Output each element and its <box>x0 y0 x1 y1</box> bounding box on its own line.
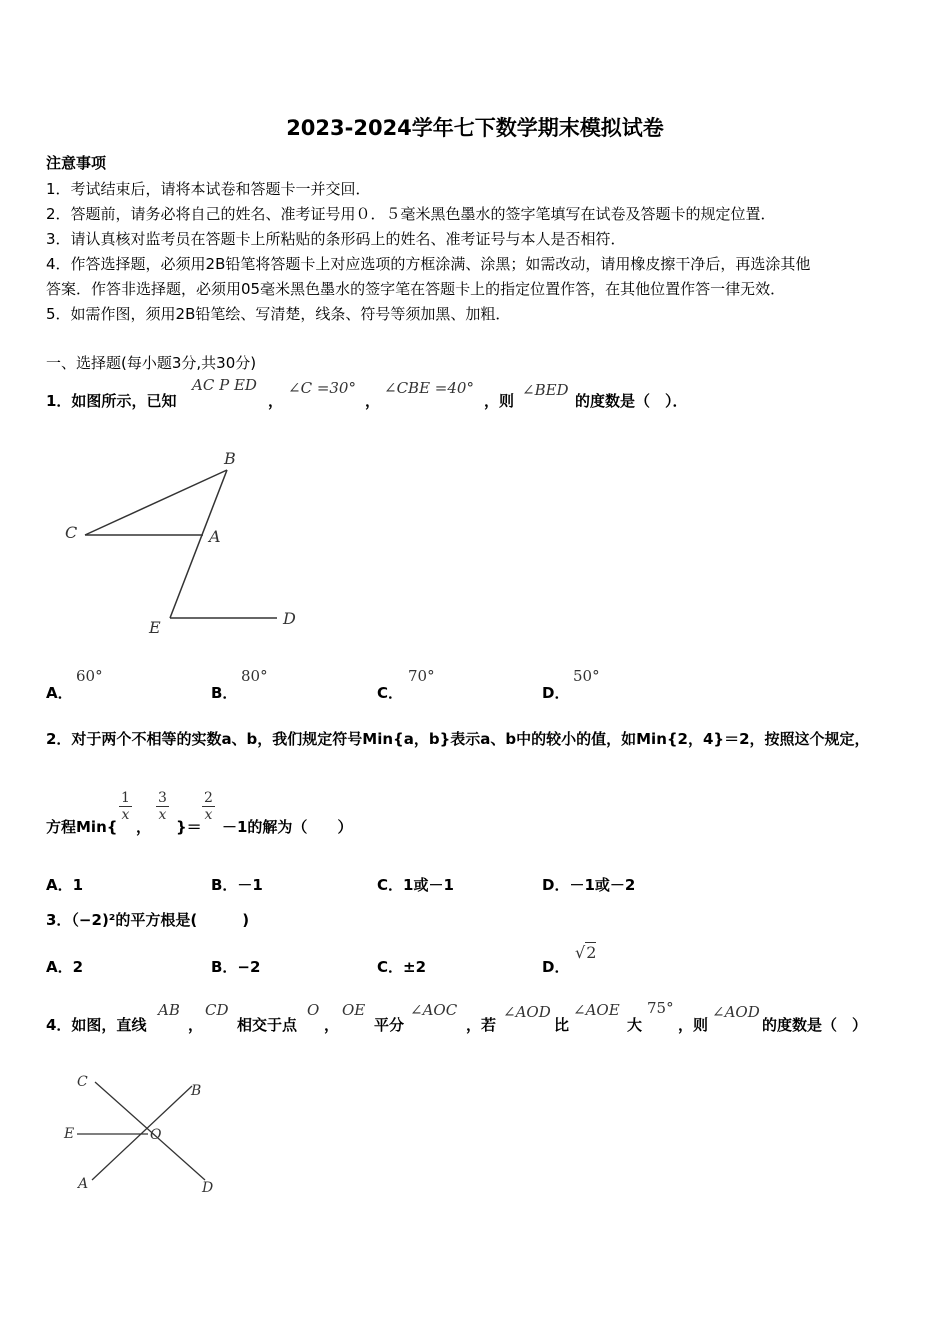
q4-text: ，则 <box>678 1016 709 1034</box>
label-e: E <box>64 1126 75 1142</box>
q2-frac2-num: 3 <box>158 790 167 806</box>
q1-option-a-letter: A． <box>46 684 73 702</box>
q2-eq-prefix: 方程Min{ <box>46 818 118 836</box>
q2-eq-mid: }＝ <box>176 818 202 836</box>
q4-math-aod-2: ∠AOD <box>712 1003 760 1021</box>
note-item: 5．如需作图，须用2B铅笔绘、写清楚，线条、符号等须加黑、加粗． <box>46 305 511 323</box>
q4-text: 相交于点 <box>237 1016 298 1034</box>
q1-math-angle-bed: ∠BED <box>522 381 569 399</box>
q2-fraction-3 <box>202 790 215 823</box>
q1-option-c-letter: C． <box>377 684 404 702</box>
q4-text: ，若 <box>466 1016 497 1034</box>
q1-option-c-value: 70° <box>408 667 435 685</box>
q4-math-75: 75° <box>647 999 674 1017</box>
q2-stem: 2．对于两个不相等的实数a、b，我们规定符号Min{a，b}表示a、b中的较小的值，如Min{2，4}＝2，按照这个规定， <box>46 730 870 748</box>
q2-frac1-num: 1 <box>121 790 130 806</box>
q2-option-d: D．－1或－2 <box>542 876 636 894</box>
note-item: 答案．作答非选择题，必须用05毫米黑色墨水的签字笔在答题卡上的指定位置作答，在其他位置作答一律无效． <box>46 280 786 298</box>
note-item: 1．考试结束后，请将本试卷和答题卡一并交回． <box>46 180 371 198</box>
q2-fraction-2 <box>156 790 169 823</box>
q2-frac1-den: x <box>119 806 132 823</box>
q2-option-a: A．1 <box>46 876 84 894</box>
q4-math-ab: AB <box>158 1001 180 1019</box>
note-item: 3．请认真核对监考员在答题卡上所粘贴的条形码上的姓名、准考证号与本人是否相符． <box>46 230 626 248</box>
q1-option-a-value: 60° <box>76 667 103 685</box>
q2-fraction-1 <box>119 790 132 823</box>
q4-math-aoe: ∠AOE <box>573 1001 620 1019</box>
q2-option-b: B．－1 <box>211 876 263 894</box>
q1-sep: ， <box>365 392 381 410</box>
q3-option-d: D． <box>542 958 570 976</box>
q3-option-d-sqrt <box>575 943 596 962</box>
q1-sep: ， <box>268 392 284 410</box>
label-d: D <box>283 609 296 628</box>
q1-figure <box>55 440 315 650</box>
q1-sep: ，则 <box>484 392 515 410</box>
q4-text: 大 <box>627 1016 643 1034</box>
q1-option-d-letter: D． <box>542 684 570 702</box>
q3-option-d-radicand: 2 <box>586 943 597 962</box>
q3-option-c: C．±2 <box>377 958 427 976</box>
q4-math-oe: OE <box>342 1001 366 1019</box>
label-a: A <box>209 527 221 546</box>
notes-heading: 注意事项 <box>46 154 107 172</box>
q4-figure <box>55 1068 235 1203</box>
q4-sep: ， <box>188 1016 204 1034</box>
q1-option-d-value: 50° <box>573 667 600 685</box>
q1-option-b-letter: B． <box>211 684 238 702</box>
page-title: 2023-2024学年七下数学期末模拟试卷 <box>286 116 664 140</box>
q4-text: 平分 <box>374 1016 405 1034</box>
q4-text: 比 <box>554 1016 570 1034</box>
label-c: C <box>77 1074 88 1090</box>
q1-math-angle-c: ∠C =30° <box>288 379 356 397</box>
section-heading: 一、选择题(每小题3分,共30分) <box>46 354 257 372</box>
q3-stem: 3．（−2)²的平方根是( ) <box>46 911 250 929</box>
label-e: E <box>149 618 161 637</box>
q2-eq-suffix: －1的解为（ ） <box>222 818 353 836</box>
note-item: 4．作答选择题，必须用2B铅笔将答题卡上对应选项的方框涂满、涂黑；如需改动，请用橡皮擦干净后，再选涂其他 <box>46 255 811 273</box>
q1-suffix: 的度数是（ ）． <box>575 392 688 410</box>
q3-option-a: A．2 <box>46 958 84 976</box>
q2-frac3-num: 2 <box>204 790 213 806</box>
q4-math-o: O <box>307 1001 320 1019</box>
q1-prefix: 1．如图所示，已知 <box>46 392 177 410</box>
q4-suffix: 的度数是（ ） <box>762 1016 868 1034</box>
q4-sep: ， <box>324 1016 340 1034</box>
note-item: 2．答题前，请务必将自己的姓名、准考证号用０．５毫米黑色墨水的签字笔填写在试卷及答题卡的规定位置． <box>46 205 776 223</box>
label-a: A <box>78 1176 89 1192</box>
label-o: O <box>150 1127 162 1143</box>
q1-option-b-value: 80° <box>241 667 268 685</box>
q3-option-b: B．−2 <box>211 958 261 976</box>
q2-frac2-den: x <box>156 806 169 823</box>
label-b: B <box>224 449 236 468</box>
sqrt-symbol: √ <box>575 943 586 962</box>
q4-math-cd: CD <box>205 1001 229 1019</box>
label-b: B <box>191 1083 202 1099</box>
q4-math-aoc: ∠AOC <box>410 1001 458 1019</box>
label-d: D <box>202 1180 214 1196</box>
q1-math-parallel: AC P ED <box>192 376 257 394</box>
q2-option-c: C．1或－1 <box>377 876 454 894</box>
q2-frac3-den: x <box>202 806 215 823</box>
q2-comma: ， <box>136 818 152 836</box>
label-c: C <box>65 523 78 542</box>
q4-math-aod: ∠AOD <box>503 1003 551 1021</box>
q1-math-angle-cbe: ∠CBE =40° <box>384 379 474 397</box>
line-ab <box>92 1086 192 1180</box>
q4-prefix: 4．如图，直线 <box>46 1016 147 1034</box>
